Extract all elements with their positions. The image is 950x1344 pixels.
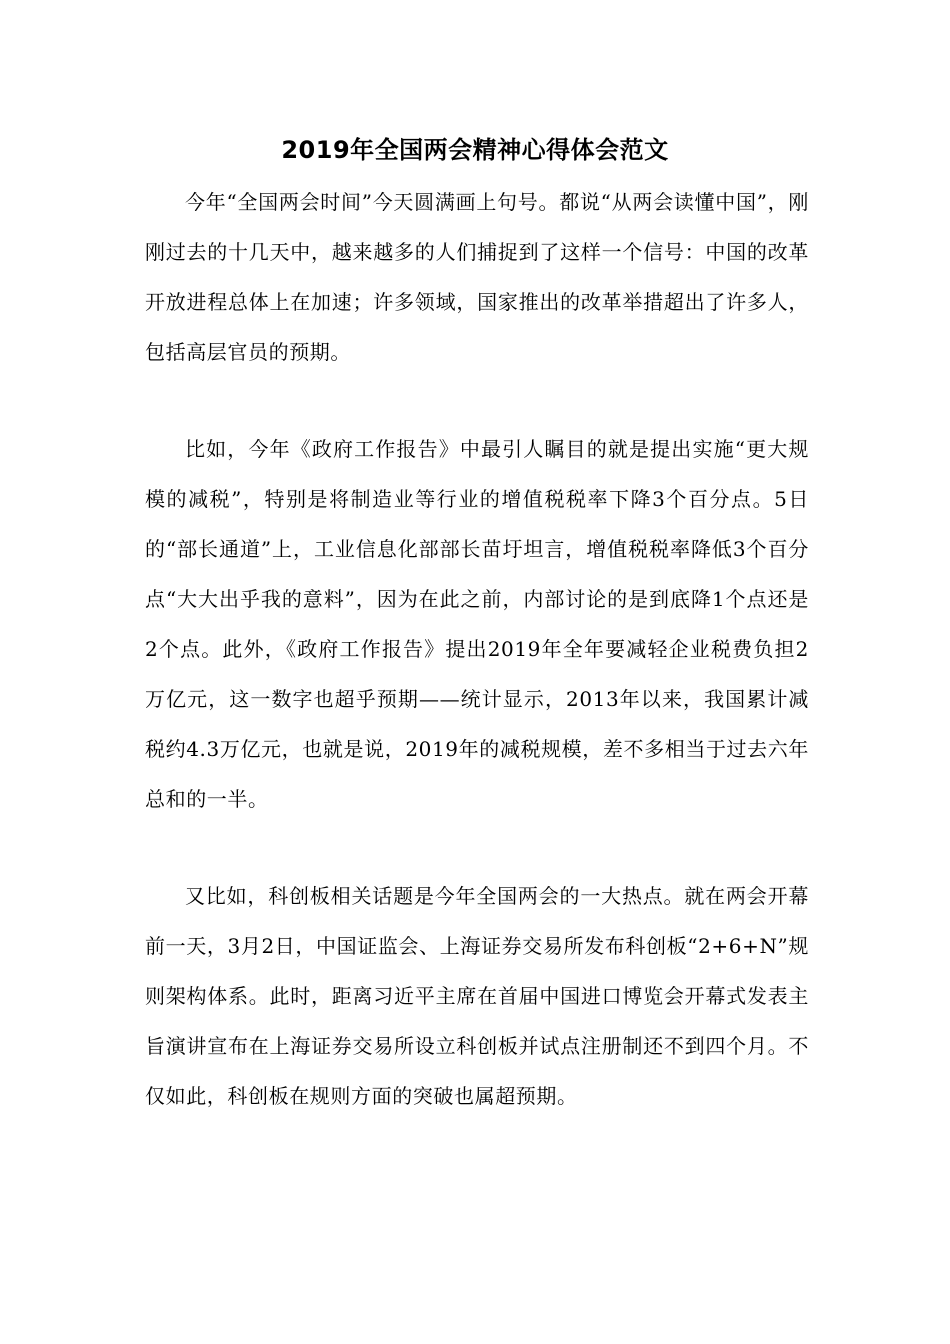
document-title: 2019年全国两会精神心得体会范文 [281, 136, 669, 164]
paragraph-1: 今年“全国两会时间”今天圆满画上句号。都说“从两会读懂中国”，刚刚过去的十几天中，越来越多的人们捕捉到了这样一个信号：中国的改革开放进程总体上在加速；许多领域，国家推出的改革举措超出了许多人，包括高层官员的预期。 [145, 190, 809, 364]
paragraph-2: 比如，今年《政府工作报告》中最引人瞩目的就是提出实施“更大规模的减税”，特别是将制造业等行业的增值税税率下降3个百分点。5日的“部长通道”上，工业信息化部部长苗圩坦言，增值税税率降低3个百分点“大大出乎我的意料”，因为在此之前，内部讨论的是到底降1个点还是2个点。此外，《政府工作报告》提出2019年全年要减轻企业税费负担2万亿元，这一数字也超乎预期——统计显示，2013年以来，我国累计减税约4.3万亿元，也就是说，2019年的减税规模，差不多相当于过去六年总和的一半。 [145, 437, 809, 811]
paragraph-3: 又比如，科创板相关话题是今年全国两会的一大热点。就在两会开幕前一天，3月2日，中国证监会、上海证券交易所发布科创板“2+6+N”规则架构体系。此时，距离习近平主席在首届中国进口博览会开幕式发表主旨演讲宣布在上海证券交易所设立科创板并试点注册制还不到四个月。不仅如此，科创板在规则方面的突破也属超预期。 [145, 884, 809, 1108]
